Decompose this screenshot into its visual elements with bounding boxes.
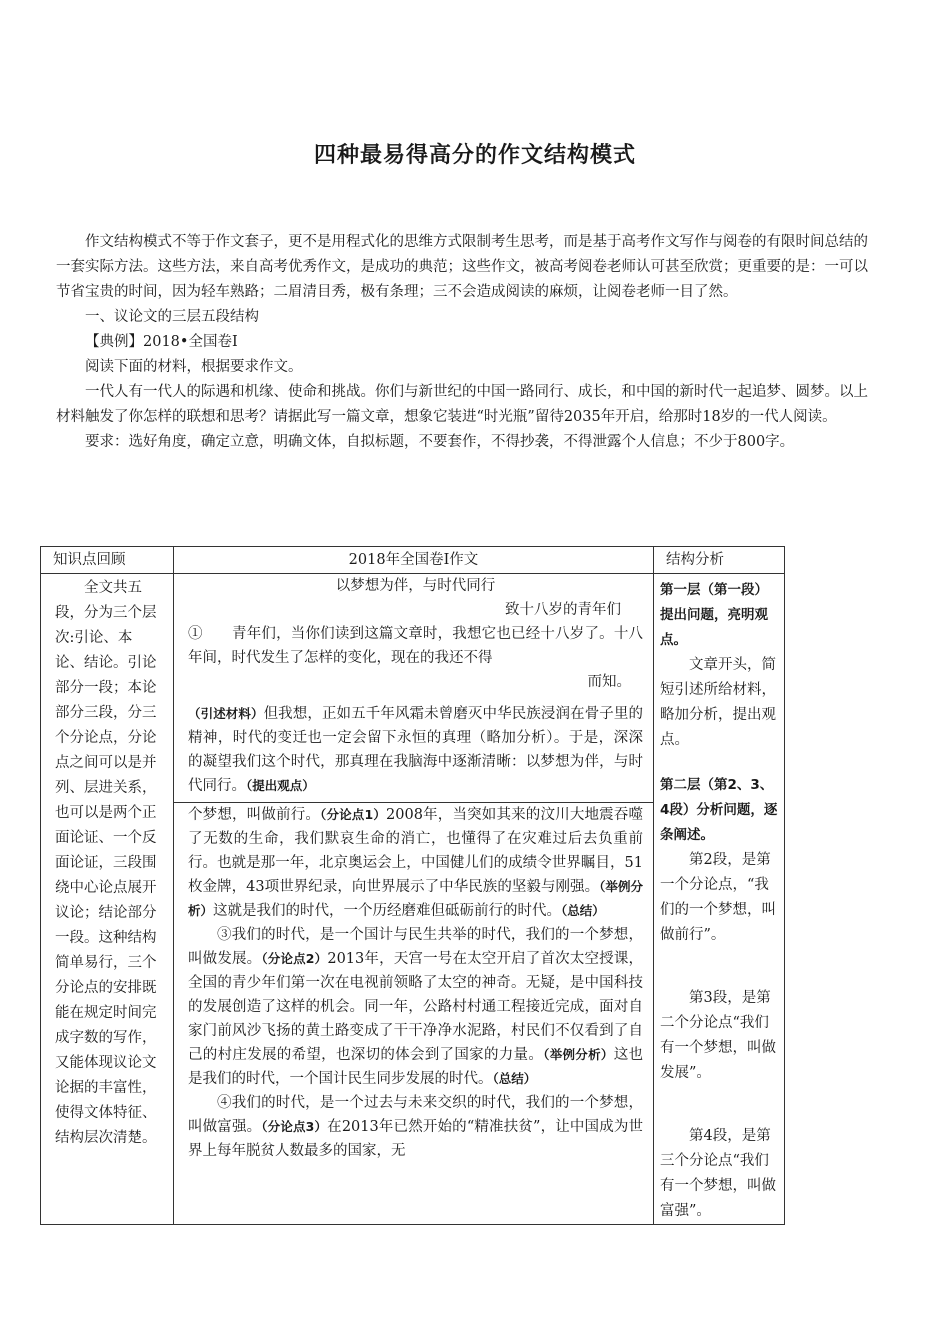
requirement-paragraph: 要求：选好角度，确定立意，明确文体，自拟标题，不要套作，不得抄袭，不得泄露个人信息；不少于800字。 (85, 434, 795, 450)
tag-sub-point-1: （分论点1） (320, 807, 387, 822)
paragraph-4-analysis: 第4段，是第三个分论点“我们有一个梦想，叫做富强”。 (660, 1128, 776, 1219)
table-body-row (41, 574, 785, 1225)
essay-paragraph-1a: ① 青年们，当你们读到这篇文章时，我想它也已经十八岁了。十八年间，时代发生了怎样的变化，现在的我还不得 (188, 626, 643, 666)
layer-1-text: 文章开头，简短引述所给材料，略加分析，提出观点。 (660, 657, 776, 748)
table-header-row (41, 547, 785, 574)
tag-state-view: （提出观点） (246, 778, 315, 793)
intro-section (56, 230, 872, 455)
tag-sub-point-2: （分论点2） (261, 951, 328, 966)
section-heading: 一、议论文的三层五段结构 (85, 309, 259, 325)
knowledge-review-cell (41, 574, 174, 1225)
header-essay: 2018年全国卷Ⅰ作文 (174, 547, 654, 574)
tag-summary-1: （总结） (561, 903, 605, 918)
example-label: 【典例】2018•全国卷Ⅰ (85, 334, 238, 350)
tag-example-2: （举例分析） (543, 1047, 614, 1062)
essay-paragraph-3: ③我们的时代，是一个国计与民生共举的时代，我们的一个梦想，叫做发展。（分论点2）2013年，天宫一号在太空开启了首次太空授课，全国的青少年们第一次在电视前领略了太空的神奇。无疑，是中国科技的发展创造了这样的机会。同一年，公路村村通工程接近完成，面对自家门前风沙飞扬的黄土路变成了干干净净水泥路，村民们不仅看到了自己的村庄发展的希望，也深切的体会到了国家的力量。（举例分析）这也是我们的时代，一个国计民生同步发展的时代。（总结） (188, 927, 644, 1087)
analysis-table (40, 546, 785, 1225)
tag-summary-2: （总结） (492, 1071, 537, 1086)
essay-dedication: 致十八岁的青年们 (505, 602, 621, 618)
essay-paragraph-1b: 而知。 (587, 674, 631, 690)
layer-2-title: 第二层（第2、3、4段）分析问题，逐条阐述。 (660, 777, 778, 843)
paragraph-3-analysis: 第3段，是第二个分论点“我们有一个梦想，叫做发展”。 (660, 990, 776, 1081)
essay-paragraph-4: ④我们的时代，是一个过去与未来交织的时代，我们的一个梦想，叫做富强。（分论点3）在2013年已然开始的“精准扶贫”，让中国成为世界上每年脱贫人数最多的国家，无 (188, 1095, 644, 1159)
material-paragraph: 一代人有一代人的际遇和机缘、使命和挑战。你们与新世纪的中国一路同行、成长，和中国的新时代一起追梦、圆梦。以上材料触发了你怎样的联想和思考？请据此写一篇文章，想象它装进“时光瓶”留待2035年开启，给那时18岁的一代人阅读。 (56, 384, 868, 425)
essay-paragraph-2: 个梦想，叫做前行。（分论点1）2008年，当突如其来的汶川大地震吞噬了无数的生命，我们默哀生命的消亡，也懂得了在灾难过后去负重前行。也就是那一年，北京奥运会上，中国健儿们的成绩令世界瞩目，51枚金牌，43项世界纪录，向世界展示了中华民族的坚毅与刚强。（举例分析）这就是我们的时代，一个历经磨难但砥砺前行的时代。（总结） (188, 807, 644, 919)
essay-body (174, 574, 653, 1163)
intro-paragraph: 作文结构模式不等于作文套子，更不是用程式化的思维方式限制考生思考，而是基于高考作文写作与阅卷的有限时间总结的一套实际方法。这些方法，来自高考优秀作文，是成功的典范；这些作文，被高考阅卷老师认可甚至欣赏；更重要的是：一可以节省宝贵的时间，因为轻车熟路；二眉清目秀，极有条理；三不会造成阅读的麻烦，让阅卷老师一目了然。 (56, 234, 868, 300)
tag-example-1: （举例分析） (188, 879, 643, 918)
header-knowledge: 知识点回顾 (41, 547, 174, 574)
tag-sub-point-3: （分论点3） (261, 1119, 328, 1134)
header-structure: 结构分析 (654, 547, 785, 574)
page-title: 四种最易得高分的作文结构模式 (313, 143, 636, 168)
structure-analysis-cell (654, 574, 785, 1225)
layer-1-title: 第一层（第一段）提出问题，亮明观点。 (660, 582, 768, 648)
essay-cell (174, 574, 654, 1225)
instruction-text: 阅读下面的材料，根据要求作文。 (85, 359, 303, 375)
essay-paragraph-1c: （引述材料）但我想，正如五千年风霜未曾磨灭中华民族浸润在骨子里的精神，时代的变迁也一定会留下永恒的真理（略加分析）。于是，深深的凝望我们这个时代，那真理在我脑海中逐渐清晰：以梦想为伴，与时代同行。（提出观点） (188, 706, 643, 794)
paragraph-2-analysis: 第2段，是第一个分论点，“我们的一个梦想，叫做前行”。 (660, 852, 776, 943)
tag-cite-material: （引述材料） (188, 706, 264, 721)
knowledge-review-text: 全文共五段，分为三个层次:引论、本论、结论。引论部分一段；本论部分三段，分三个分论点，分论点之间可以是并列、层进关系，也可以是两个正面论证、一个反面论证，三段围绕中心论点展开议论；结论部分一段。这种结构简单易行，三个分论点的安排既能在规定时间完成字数的写作，又能体现议论文论据的丰富性，使得文体特征、结构层次清楚。 (55, 580, 157, 1146)
essay-title: 以梦想为伴，与时代同行 (335, 578, 496, 594)
